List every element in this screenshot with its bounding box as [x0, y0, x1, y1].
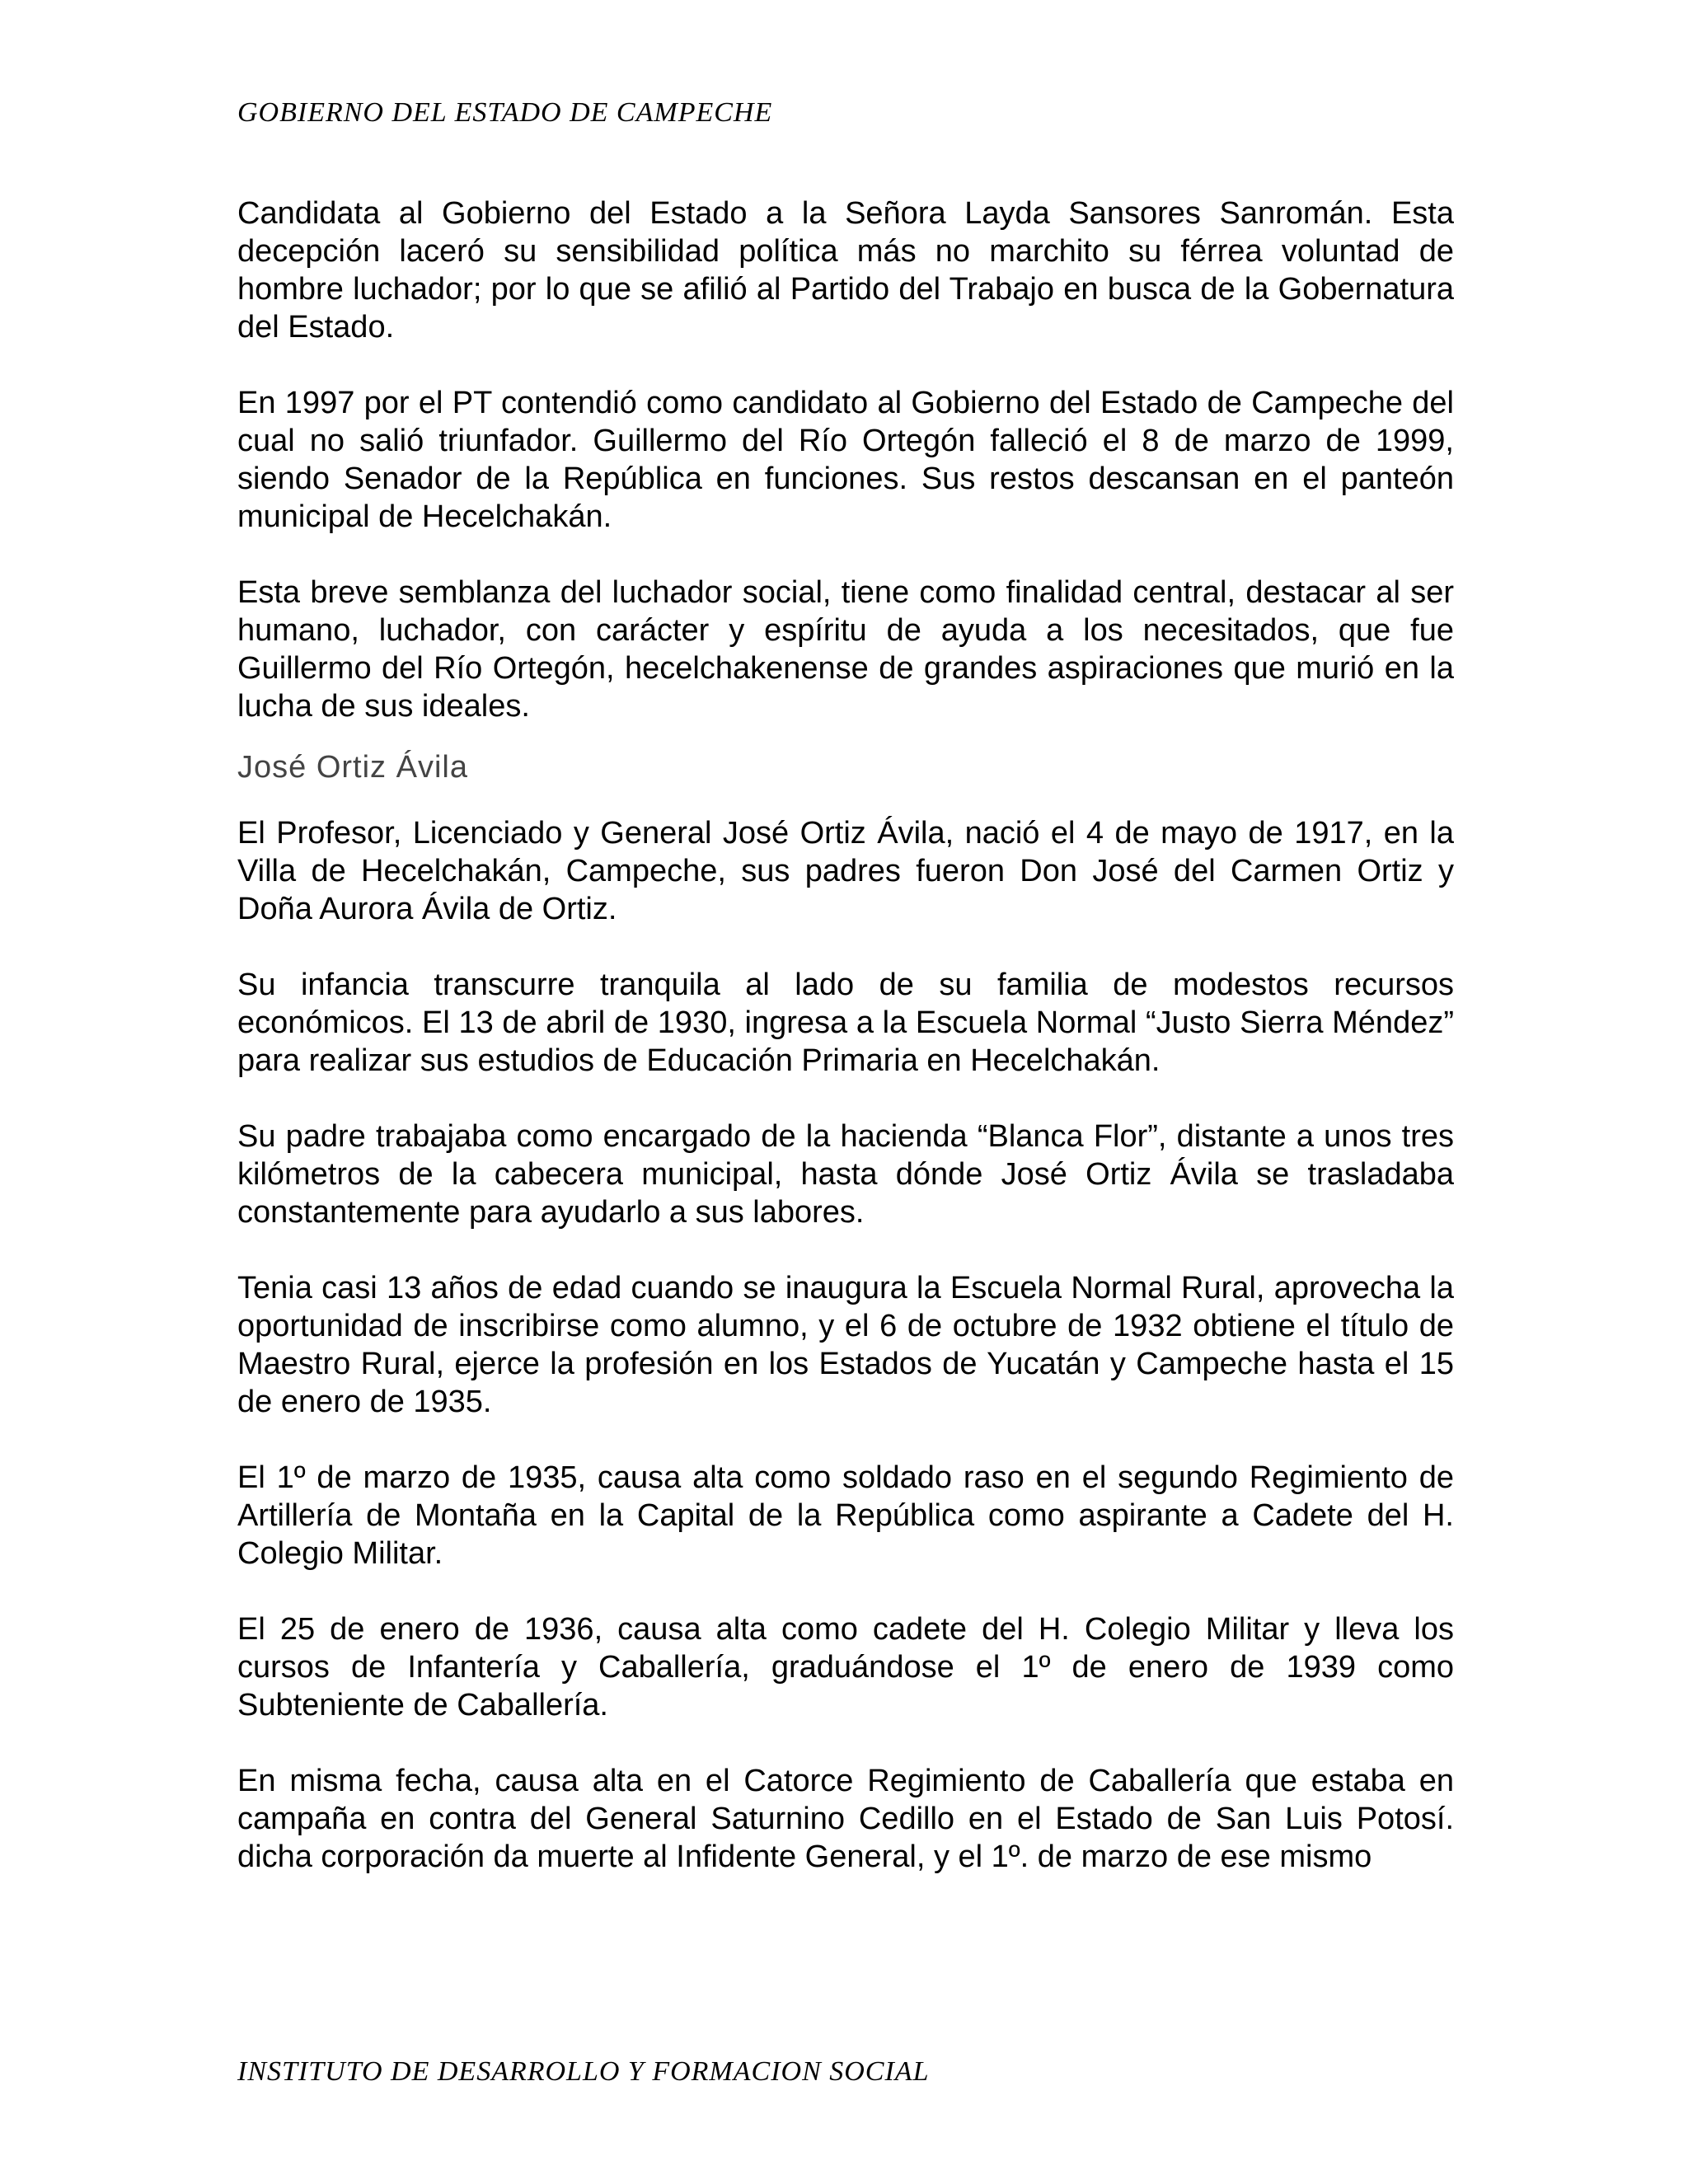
paragraph: Tenia casi 13 años de edad cuando se inaugura la Escuela Normal Rural, aprovecha la oportunidad de inscribirse como alumno, y el 6 de octubre de 1932 obtiene el título de Maestro Rural, ejerce la profesión en los Estados de Yucatán y Campeche hasta el 15 de enero de 1935. [237, 1271, 1454, 1419]
paragraph: El 25 de enero de 1936, causa alta como cadete del H. Colegio Militar y lleva los cursos de Infantería y Caballería, graduándose el 1º de enero de 1939 como Subteniente de Caballería. [237, 1612, 1454, 1722]
page-footer: INSTITUTO DE DESARROLLO Y FORMACION SOCIAL [237, 2056, 930, 2087]
document-body [237, 194, 1454, 1876]
paragraph: Su infancia transcurre tranquila al lado de su familia de modestos recursos económicos. El 13 de abril de 1930, ingresa a la Escuela Normal “Justo Sierra Méndez” para realizar sus estudios de Educación Primaria en Hecelchakán. [237, 968, 1454, 1078]
paragraph: Su padre trabajaba como encargado de la hacienda “Blanca Flor”, distante a unos tres kilómetros de la cabecera municipal, hasta dónde José Ortiz Ávila se trasladaba constantemente para ayudarlo a sus labores. [237, 1119, 1454, 1230]
paragraph: En 1997 por el PT contendió como candidato al Gobierno del Estado de Campeche del cual no salió triunfador. Guillermo del Río Ortegón falleció el 8 de marzo de 1999, siendo Senador de la República en funciones. Sus restos descansan en el panteón municipal de Hecelchakán. [237, 386, 1454, 534]
paragraph: El Profesor, Licenciado y General José Ortiz Ávila, nació el 4 de mayo de 1917, en la Villa de Hecelchakán, Campeche, sus padres fueron Don José del Carmen Ortiz y Doña Aurora Ávila de Ortiz. [237, 816, 1454, 926]
section-heading: José Ortiz Ávila [237, 750, 468, 785]
paragraph: Esta breve semblanza del luchador social, tiene como finalidad central, destacar al ser humano, luchador, con carácter y espíritu de ayuda a los necesitados, que fue Guillermo del Río Ortegón, hecelchakenense de grandes aspiraciones que murió en la lucha de sus ideales. [237, 575, 1454, 724]
page-header: GOBIERNO DEL ESTADO DE CAMPECHE [237, 97, 773, 128]
paragraph: Candidata al Gobierno del Estado a la Señora Layda Sansores Sanromán. Esta decepción laceró su sensibilidad política más no marchito su férrea voluntad de hombre luchador; por lo que se afilió al Partido del Trabajo en busca de la Gobernatura del Estado. [237, 196, 1454, 344]
paragraph: El 1º de marzo de 1935, causa alta como soldado raso en el segundo Regimiento de Artillería de Montaña en la Capital de la República como aspirante a Cadete del H. Colegio Militar. [237, 1460, 1454, 1571]
paragraph: En misma fecha, causa alta en el Catorce Regimiento de Caballería que estaba en campaña en contra del General Saturnino Cedillo en el Estado de San Luis Potosí. dicha corporación da muerte al Infidente General, y el 1º. de marzo de ese mismo [237, 1764, 1454, 1874]
